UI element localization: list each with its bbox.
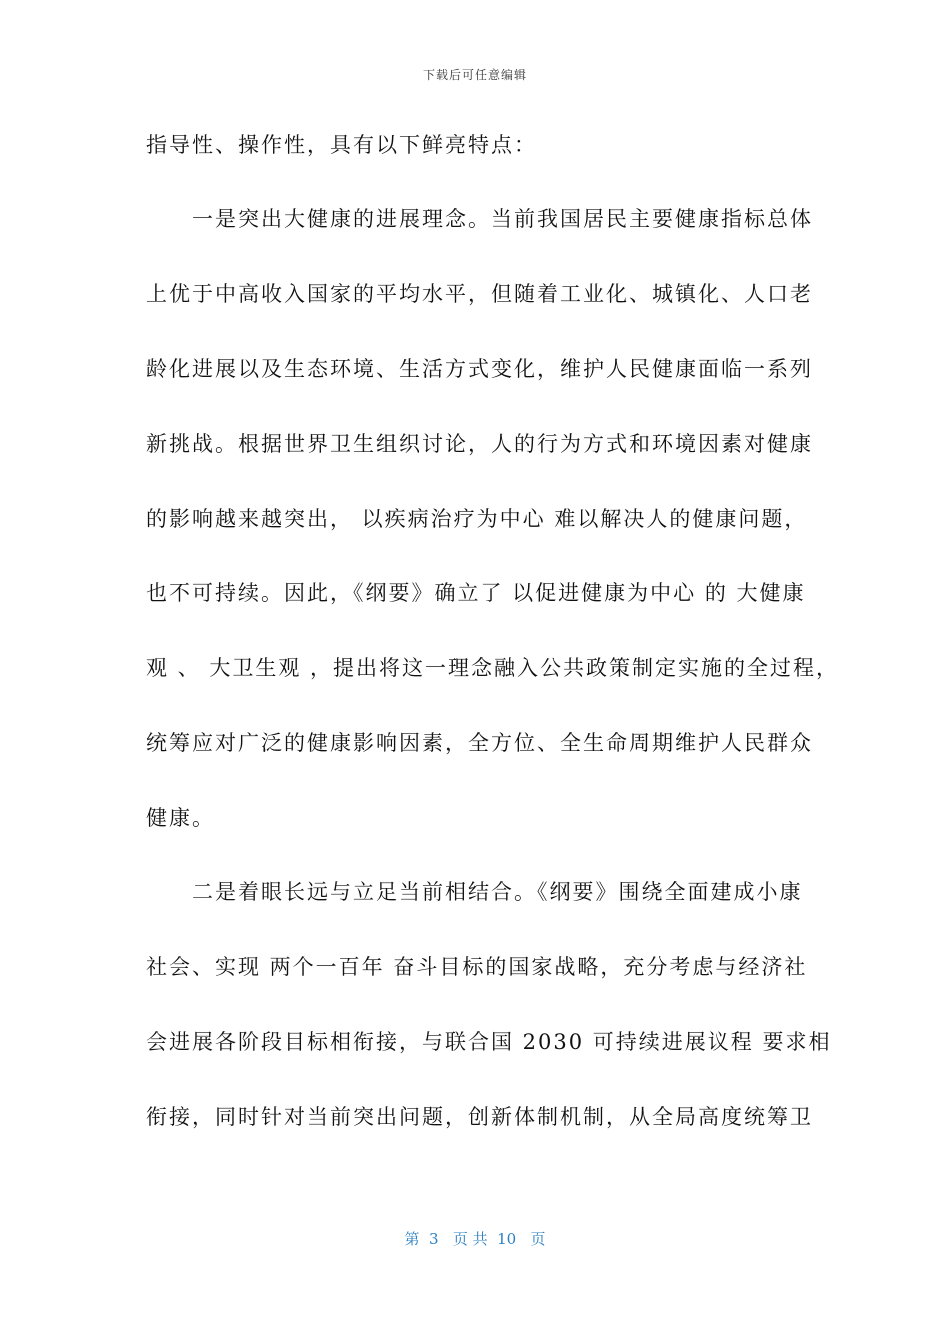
text-line: 新挑战。根据世界卫生组织讨论，人的行为方式和环境因素对健康 xyxy=(146,432,813,456)
text-line: 上优于中高收入国家的平均水平，但随着工业化、城镇化、人口老 xyxy=(146,282,813,306)
text-line: 社会、实现 两个一百年 奋斗目标的国家战略，充分考虑与经济社 xyxy=(146,955,808,979)
text-line: 龄化进展以及生态环境、生活方式变化，维护人民健康面临一系列 xyxy=(146,357,813,381)
text-line: 衔接，同时针对当前突出问题，创新体制机制，从全局高度统筹卫 xyxy=(146,1105,813,1129)
text-line: 指导性、操作性，具有以下鲜亮特点： xyxy=(146,133,537,157)
text-line: 健康。 xyxy=(146,806,215,830)
text-line: 也不可持续。因此，《纲要》确立了 以促进健康为中心 的 大健康 xyxy=(146,581,806,605)
text-line: 一是突出大健康的进展理念。当前我国居民主要健康指标总体 xyxy=(146,207,813,231)
text-line: 的影响越来越突出， 以疾病治疗为中心 难以解决人的健康问题， xyxy=(146,507,808,531)
page-header: 下载后可任意编辑 xyxy=(422,68,527,82)
text-line: 会进展各阶段目标相衔接，与联合国 2030 可持续进展议程 要求相 xyxy=(146,1030,832,1054)
text-line: 统筹应对广泛的健康影响因素，全方位、全生命周期维护人民群众 xyxy=(146,731,813,755)
text-line: 观 、 大卫生观 ，提出将这一理念融入公共政策制定实施的全过程， xyxy=(146,656,840,680)
text-line: 二是着眼长远与立足当前相结合。《纲要》围绕全面建成小康 xyxy=(146,880,803,904)
page-footer: 第 3 页 共 10 页 xyxy=(404,1230,546,1248)
